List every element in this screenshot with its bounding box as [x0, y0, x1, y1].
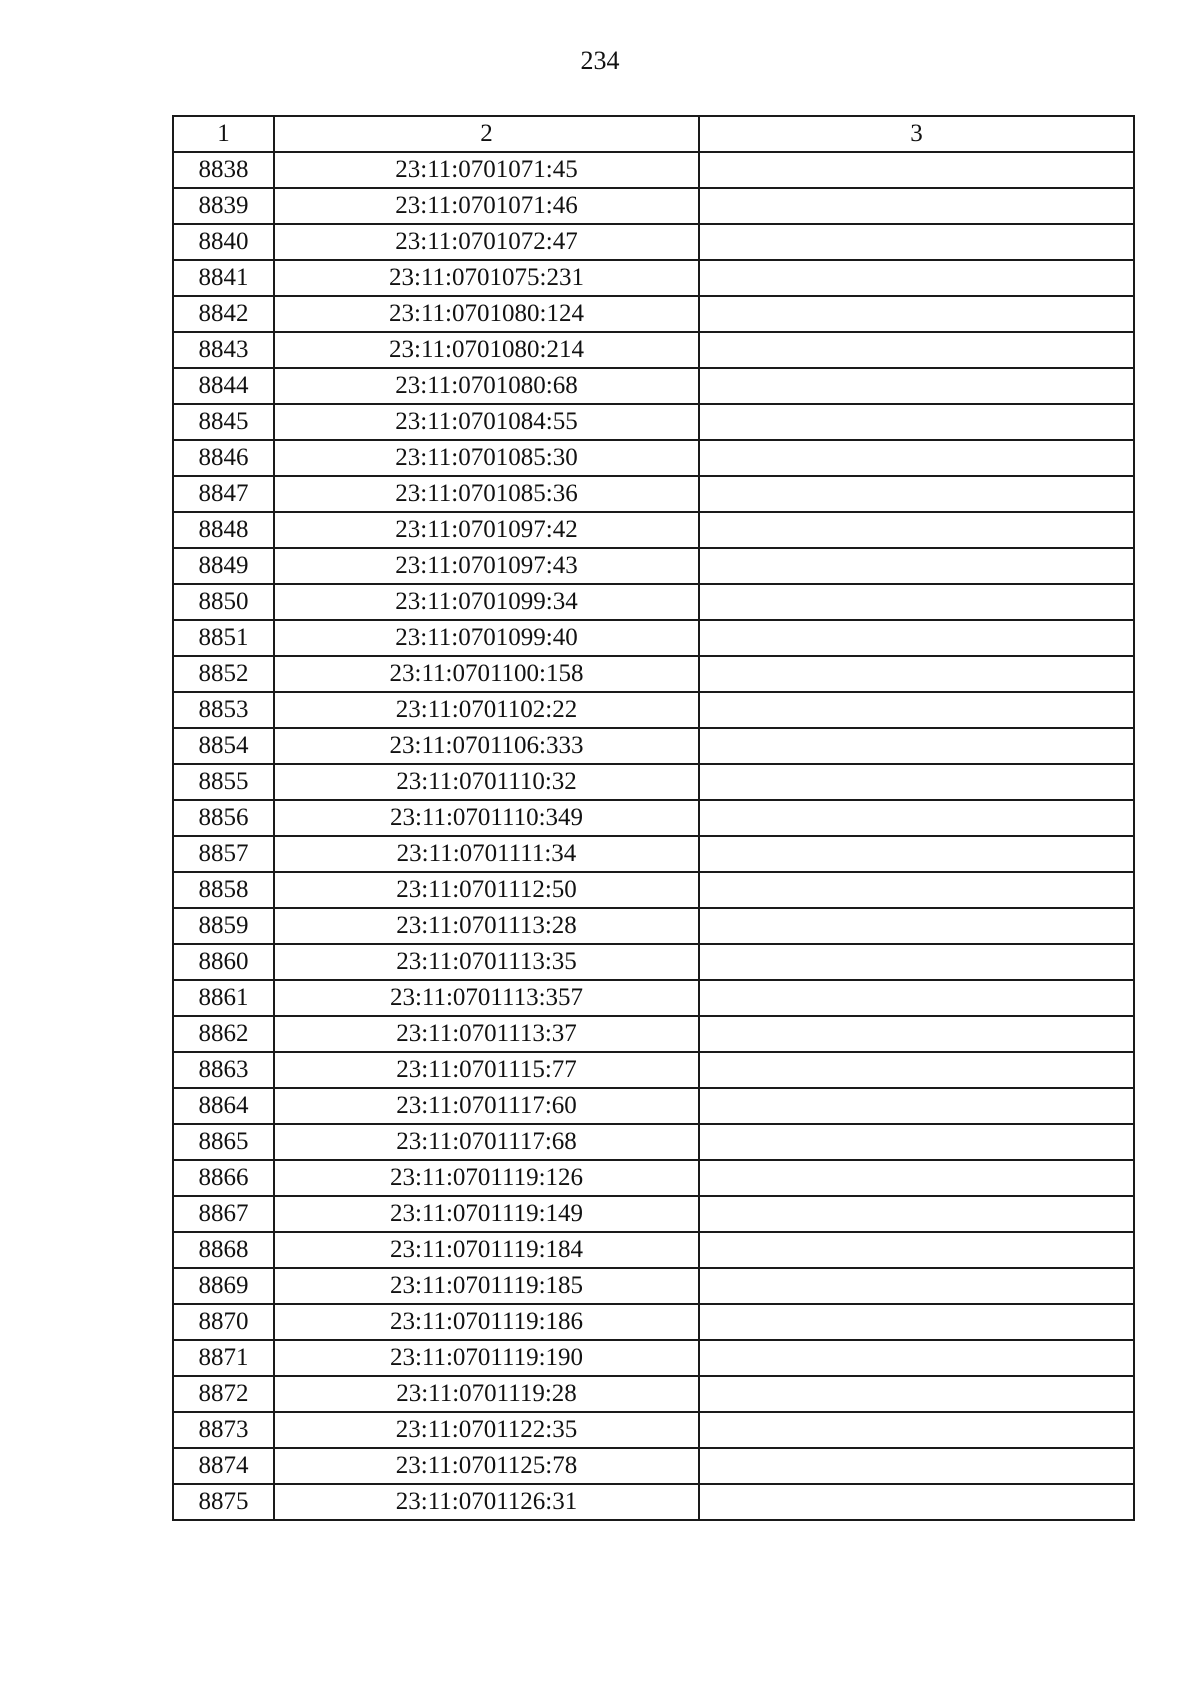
cadastral-number-cell: 23:11:0701110:32 — [274, 764, 699, 800]
table-row — [173, 512, 1134, 548]
note-cell — [699, 332, 1134, 368]
row-number-cell: 8847 — [173, 476, 274, 512]
row-number-cell: 8846 — [173, 440, 274, 476]
cadastral-number-cell: 23:11:0701112:50 — [274, 872, 699, 908]
row-number-cell: 8853 — [173, 692, 274, 728]
row-number-cell: 8870 — [173, 1304, 274, 1340]
cadastral-number-cell: 23:11:0701115:77 — [274, 1052, 699, 1088]
note-cell — [699, 764, 1134, 800]
row-number-cell: 8859 — [173, 908, 274, 944]
table-row — [173, 1232, 1134, 1268]
note-cell — [699, 800, 1134, 836]
column-header-1: 1 — [173, 116, 274, 152]
cadastral-number-cell: 23:11:0701113:357 — [274, 980, 699, 1016]
note-cell — [699, 188, 1134, 224]
row-number-cell: 8871 — [173, 1340, 274, 1376]
header-row — [173, 116, 1134, 152]
cadastral-number-cell: 23:11:0701099:34 — [274, 584, 699, 620]
table-row — [173, 692, 1134, 728]
note-cell — [699, 620, 1134, 656]
row-number-cell: 8866 — [173, 1160, 274, 1196]
table-row — [173, 548, 1134, 584]
row-number-cell: 8860 — [173, 944, 274, 980]
table-row — [173, 1016, 1134, 1052]
cadastral-number-cell: 23:11:0701106:333 — [274, 728, 699, 764]
note-cell — [699, 980, 1134, 1016]
table-row — [173, 764, 1134, 800]
table-row — [173, 332, 1134, 368]
row-number-cell: 8869 — [173, 1268, 274, 1304]
cadastral-number-cell: 23:11:0701085:30 — [274, 440, 699, 476]
row-number-cell: 8856 — [173, 800, 274, 836]
row-number-cell: 8840 — [173, 224, 274, 260]
registry-table — [172, 115, 1135, 1521]
row-number-cell: 8862 — [173, 1016, 274, 1052]
row-number-cell: 8868 — [173, 1232, 274, 1268]
cadastral-number-cell: 23:11:0701125:78 — [274, 1448, 699, 1484]
row-number-cell: 8864 — [173, 1088, 274, 1124]
table-row — [173, 1304, 1134, 1340]
column-header-2: 2 — [274, 116, 699, 152]
table-row — [173, 404, 1134, 440]
table-row — [173, 224, 1134, 260]
row-number-cell: 8873 — [173, 1412, 274, 1448]
table-row — [173, 1124, 1134, 1160]
row-number-cell: 8875 — [173, 1484, 274, 1520]
row-number-cell: 8858 — [173, 872, 274, 908]
note-cell — [699, 1376, 1134, 1412]
row-number-cell: 8872 — [173, 1376, 274, 1412]
note-cell — [699, 944, 1134, 980]
table-row — [173, 1196, 1134, 1232]
row-number-cell: 8842 — [173, 296, 274, 332]
row-number-cell: 8844 — [173, 368, 274, 404]
row-number-cell: 8849 — [173, 548, 274, 584]
note-cell — [699, 692, 1134, 728]
note-cell — [699, 1412, 1134, 1448]
cadastral-number-cell: 23:11:0701072:47 — [274, 224, 699, 260]
table-row — [173, 728, 1134, 764]
table-row — [173, 1088, 1134, 1124]
note-cell — [699, 1304, 1134, 1340]
table-row — [173, 1412, 1134, 1448]
table-row — [173, 1052, 1134, 1088]
row-number-cell: 8838 — [173, 152, 274, 188]
cadastral-number-cell: 23:11:0701113:37 — [274, 1016, 699, 1052]
column-header-3: 3 — [699, 116, 1134, 152]
cadastral-number-cell: 23:11:0701117:68 — [274, 1124, 699, 1160]
table-row — [173, 1484, 1134, 1520]
row-number-cell: 8841 — [173, 260, 274, 296]
note-cell — [699, 1052, 1134, 1088]
cadastral-number-cell: 23:11:0701119:186 — [274, 1304, 699, 1340]
table-row — [173, 836, 1134, 872]
row-number-cell: 8845 — [173, 404, 274, 440]
table-row — [173, 872, 1134, 908]
row-number-cell: 8861 — [173, 980, 274, 1016]
row-number-cell: 8852 — [173, 656, 274, 692]
cadastral-number-cell: 23:11:0701119:149 — [274, 1196, 699, 1232]
cadastral-number-cell: 23:11:0701084:55 — [274, 404, 699, 440]
row-number-cell: 8839 — [173, 188, 274, 224]
note-cell — [699, 728, 1134, 764]
row-number-cell: 8857 — [173, 836, 274, 872]
row-number-cell: 8854 — [173, 728, 274, 764]
table-row — [173, 656, 1134, 692]
table-row — [173, 368, 1134, 404]
cadastral-number-cell: 23:11:0701117:60 — [274, 1088, 699, 1124]
note-cell — [699, 908, 1134, 944]
cadastral-number-cell: 23:11:0701119:126 — [274, 1160, 699, 1196]
note-cell — [699, 1016, 1134, 1052]
row-number-cell: 8865 — [173, 1124, 274, 1160]
note-cell — [699, 440, 1134, 476]
note-cell — [699, 368, 1134, 404]
row-number-cell: 8843 — [173, 332, 274, 368]
table-row — [173, 1160, 1134, 1196]
cadastral-number-cell: 23:11:0701080:214 — [274, 332, 699, 368]
note-cell — [699, 296, 1134, 332]
cadastral-number-cell: 23:11:0701071:45 — [274, 152, 699, 188]
cadastral-number-cell: 23:11:0701119:28 — [274, 1376, 699, 1412]
table-row — [173, 620, 1134, 656]
cadastral-number-cell: 23:11:0701071:46 — [274, 188, 699, 224]
note-cell — [699, 1196, 1134, 1232]
cadastral-number-cell: 23:11:0701113:28 — [274, 908, 699, 944]
cadastral-number-cell: 23:11:0701126:31 — [274, 1484, 699, 1520]
cadastral-number-cell: 23:11:0701111:34 — [274, 836, 699, 872]
note-cell — [699, 1124, 1134, 1160]
note-cell — [699, 1268, 1134, 1304]
row-number-cell: 8874 — [173, 1448, 274, 1484]
note-cell — [699, 404, 1134, 440]
cadastral-number-cell: 23:11:0701119:184 — [274, 1232, 699, 1268]
table-header — [173, 116, 1134, 152]
note-cell — [699, 584, 1134, 620]
cadastral-number-cell: 23:11:0701097:42 — [274, 512, 699, 548]
cadastral-number-cell: 23:11:0701110:349 — [274, 800, 699, 836]
table-row — [173, 584, 1134, 620]
cadastral-number-cell: 23:11:0701097:43 — [274, 548, 699, 584]
table-row — [173, 440, 1134, 476]
table-row — [173, 296, 1134, 332]
note-cell — [699, 1160, 1134, 1196]
note-cell — [699, 836, 1134, 872]
note-cell — [699, 152, 1134, 188]
note-cell — [699, 512, 1134, 548]
cadastral-number-cell: 23:11:0701099:40 — [274, 620, 699, 656]
row-number-cell: 8867 — [173, 1196, 274, 1232]
note-cell — [699, 224, 1134, 260]
note-cell — [699, 476, 1134, 512]
table-row — [173, 260, 1134, 296]
table-row — [173, 908, 1134, 944]
table-row — [173, 1340, 1134, 1376]
cadastral-number-cell: 23:11:0701113:35 — [274, 944, 699, 980]
table-row — [173, 1376, 1134, 1412]
cadastral-number-cell: 23:11:0701080:124 — [274, 296, 699, 332]
page-number: 234 — [580, 46, 620, 75]
table-row — [173, 800, 1134, 836]
note-cell — [699, 1484, 1134, 1520]
cadastral-number-cell: 23:11:0701102:22 — [274, 692, 699, 728]
cadastral-number-cell: 23:11:0701075:231 — [274, 260, 699, 296]
cadastral-number-cell: 23:11:0701100:158 — [274, 656, 699, 692]
table-body — [173, 152, 1134, 1520]
table-row — [173, 1448, 1134, 1484]
note-cell — [699, 872, 1134, 908]
cadastral-number-cell: 23:11:0701122:35 — [274, 1412, 699, 1448]
table-row — [173, 944, 1134, 980]
row-number-cell: 8851 — [173, 620, 274, 656]
note-cell — [699, 548, 1134, 584]
table-row — [173, 1268, 1134, 1304]
cadastral-number-cell: 23:11:0701085:36 — [274, 476, 699, 512]
row-number-cell: 8850 — [173, 584, 274, 620]
cadastral-number-cell: 23:11:0701080:68 — [274, 368, 699, 404]
row-number-cell: 8863 — [173, 1052, 274, 1088]
note-cell — [699, 1448, 1134, 1484]
note-cell — [699, 1232, 1134, 1268]
table-row — [173, 188, 1134, 224]
table-row — [173, 152, 1134, 188]
note-cell — [699, 1088, 1134, 1124]
note-cell — [699, 656, 1134, 692]
table-row — [173, 476, 1134, 512]
note-cell — [699, 260, 1134, 296]
cadastral-number-cell: 23:11:0701119:185 — [274, 1268, 699, 1304]
cadastral-number-cell: 23:11:0701119:190 — [274, 1340, 699, 1376]
table-row — [173, 980, 1134, 1016]
row-number-cell: 8855 — [173, 764, 274, 800]
row-number-cell: 8848 — [173, 512, 274, 548]
note-cell — [699, 1340, 1134, 1376]
